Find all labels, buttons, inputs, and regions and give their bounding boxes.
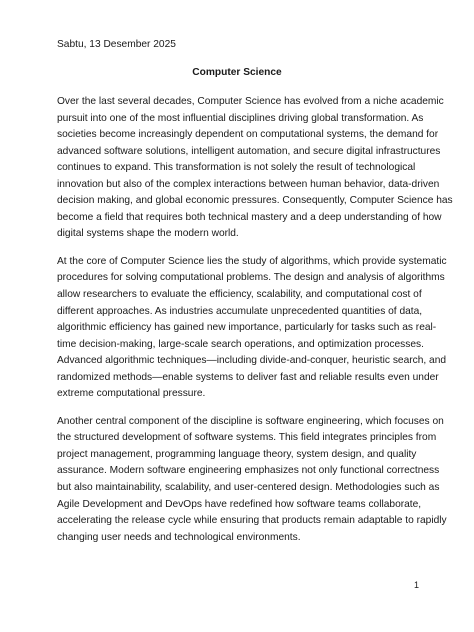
paragraph-line: accelerating the release cycle while ensuring that products remain adaptable to rapidly [57,515,447,527]
paragraph-line: innovation but also of the complex interactions between human behavior, data-driven [57,178,440,190]
paragraph-line: advanced software solutions, intelligent automation, and secure digital infrastructures [57,145,441,157]
paragraph-line: procedures for solving computational problems. The design and analysis of algorithms [57,272,445,284]
paragraph-line: become a field that requires both technical mastery and a deep understanding of how [57,211,442,223]
paragraph-line: At the core of Computer Science lies the study of algorithms, which provide systematic [57,255,447,267]
paragraph-3 [57,414,447,546]
paragraph-line: but also maintainability, scalability, and user-centered design. Methodologies such as [57,482,440,494]
paragraph-line: project management, programming language theory, system design, and quality [57,448,417,460]
paragraph-line: Agile Development and DevOps have redefined how software teams collaborate, [57,498,422,510]
paragraph-line: different approaches. As industries accumulate unprecedented quantities of data, [57,305,423,317]
paragraph-line: changing user needs and technological environments. [57,531,301,543]
document-date: Sabtu, 13 Desember 2025 [57,39,176,50]
document-title: Computer Science [192,67,282,78]
paragraph-2 [57,254,447,403]
paragraph-1 [57,94,453,243]
page-number: 1 [413,580,419,590]
paragraph-line: Over the last several decades, Computer Science has evolved from a niche academic [57,96,444,107]
paragraph-line: assurance. Modern software engineering emphasizes not only functional correctness [57,465,440,477]
paragraph-line: Advanced algorithmic techniques—including divide-and-conquer, heuristic search, and [57,355,447,367]
paragraph-line: allow researchers to evaluate the efficiency, scalability, and computational cost of [57,289,422,301]
paragraph-line: digital systems shape the modern world. [57,228,239,240]
paragraph-line: extreme computational pressure. [57,388,206,400]
paragraph-line: time decision-making, large-scale search operations, and optimization processes. [57,338,424,350]
document-body [57,94,453,557]
paragraph-line: pursuit into one of the most influential disciplines driving global transformation. As [57,112,424,124]
paragraph-line: Another central component of the discipline is software engineering, which focuses on [57,415,444,427]
paragraph-line: the structured development of software systems. This field integrates principles from [57,432,437,444]
paragraph-line: algorithmic efficiency has gained new importance, particularly for tasks such as real- [57,322,437,334]
paragraph-line: continues to expand. This transformation is not solely the result of technological [57,162,416,174]
paragraph-line: decision making, and global economic pressures. Consequently, Computer Science has [57,195,453,207]
paragraph-line: societies become increasingly dependent on computational systems, the demand for [57,129,439,141]
paragraph-line: randomized methods—enable systems to deliver fast and reliable results even under [57,371,439,383]
